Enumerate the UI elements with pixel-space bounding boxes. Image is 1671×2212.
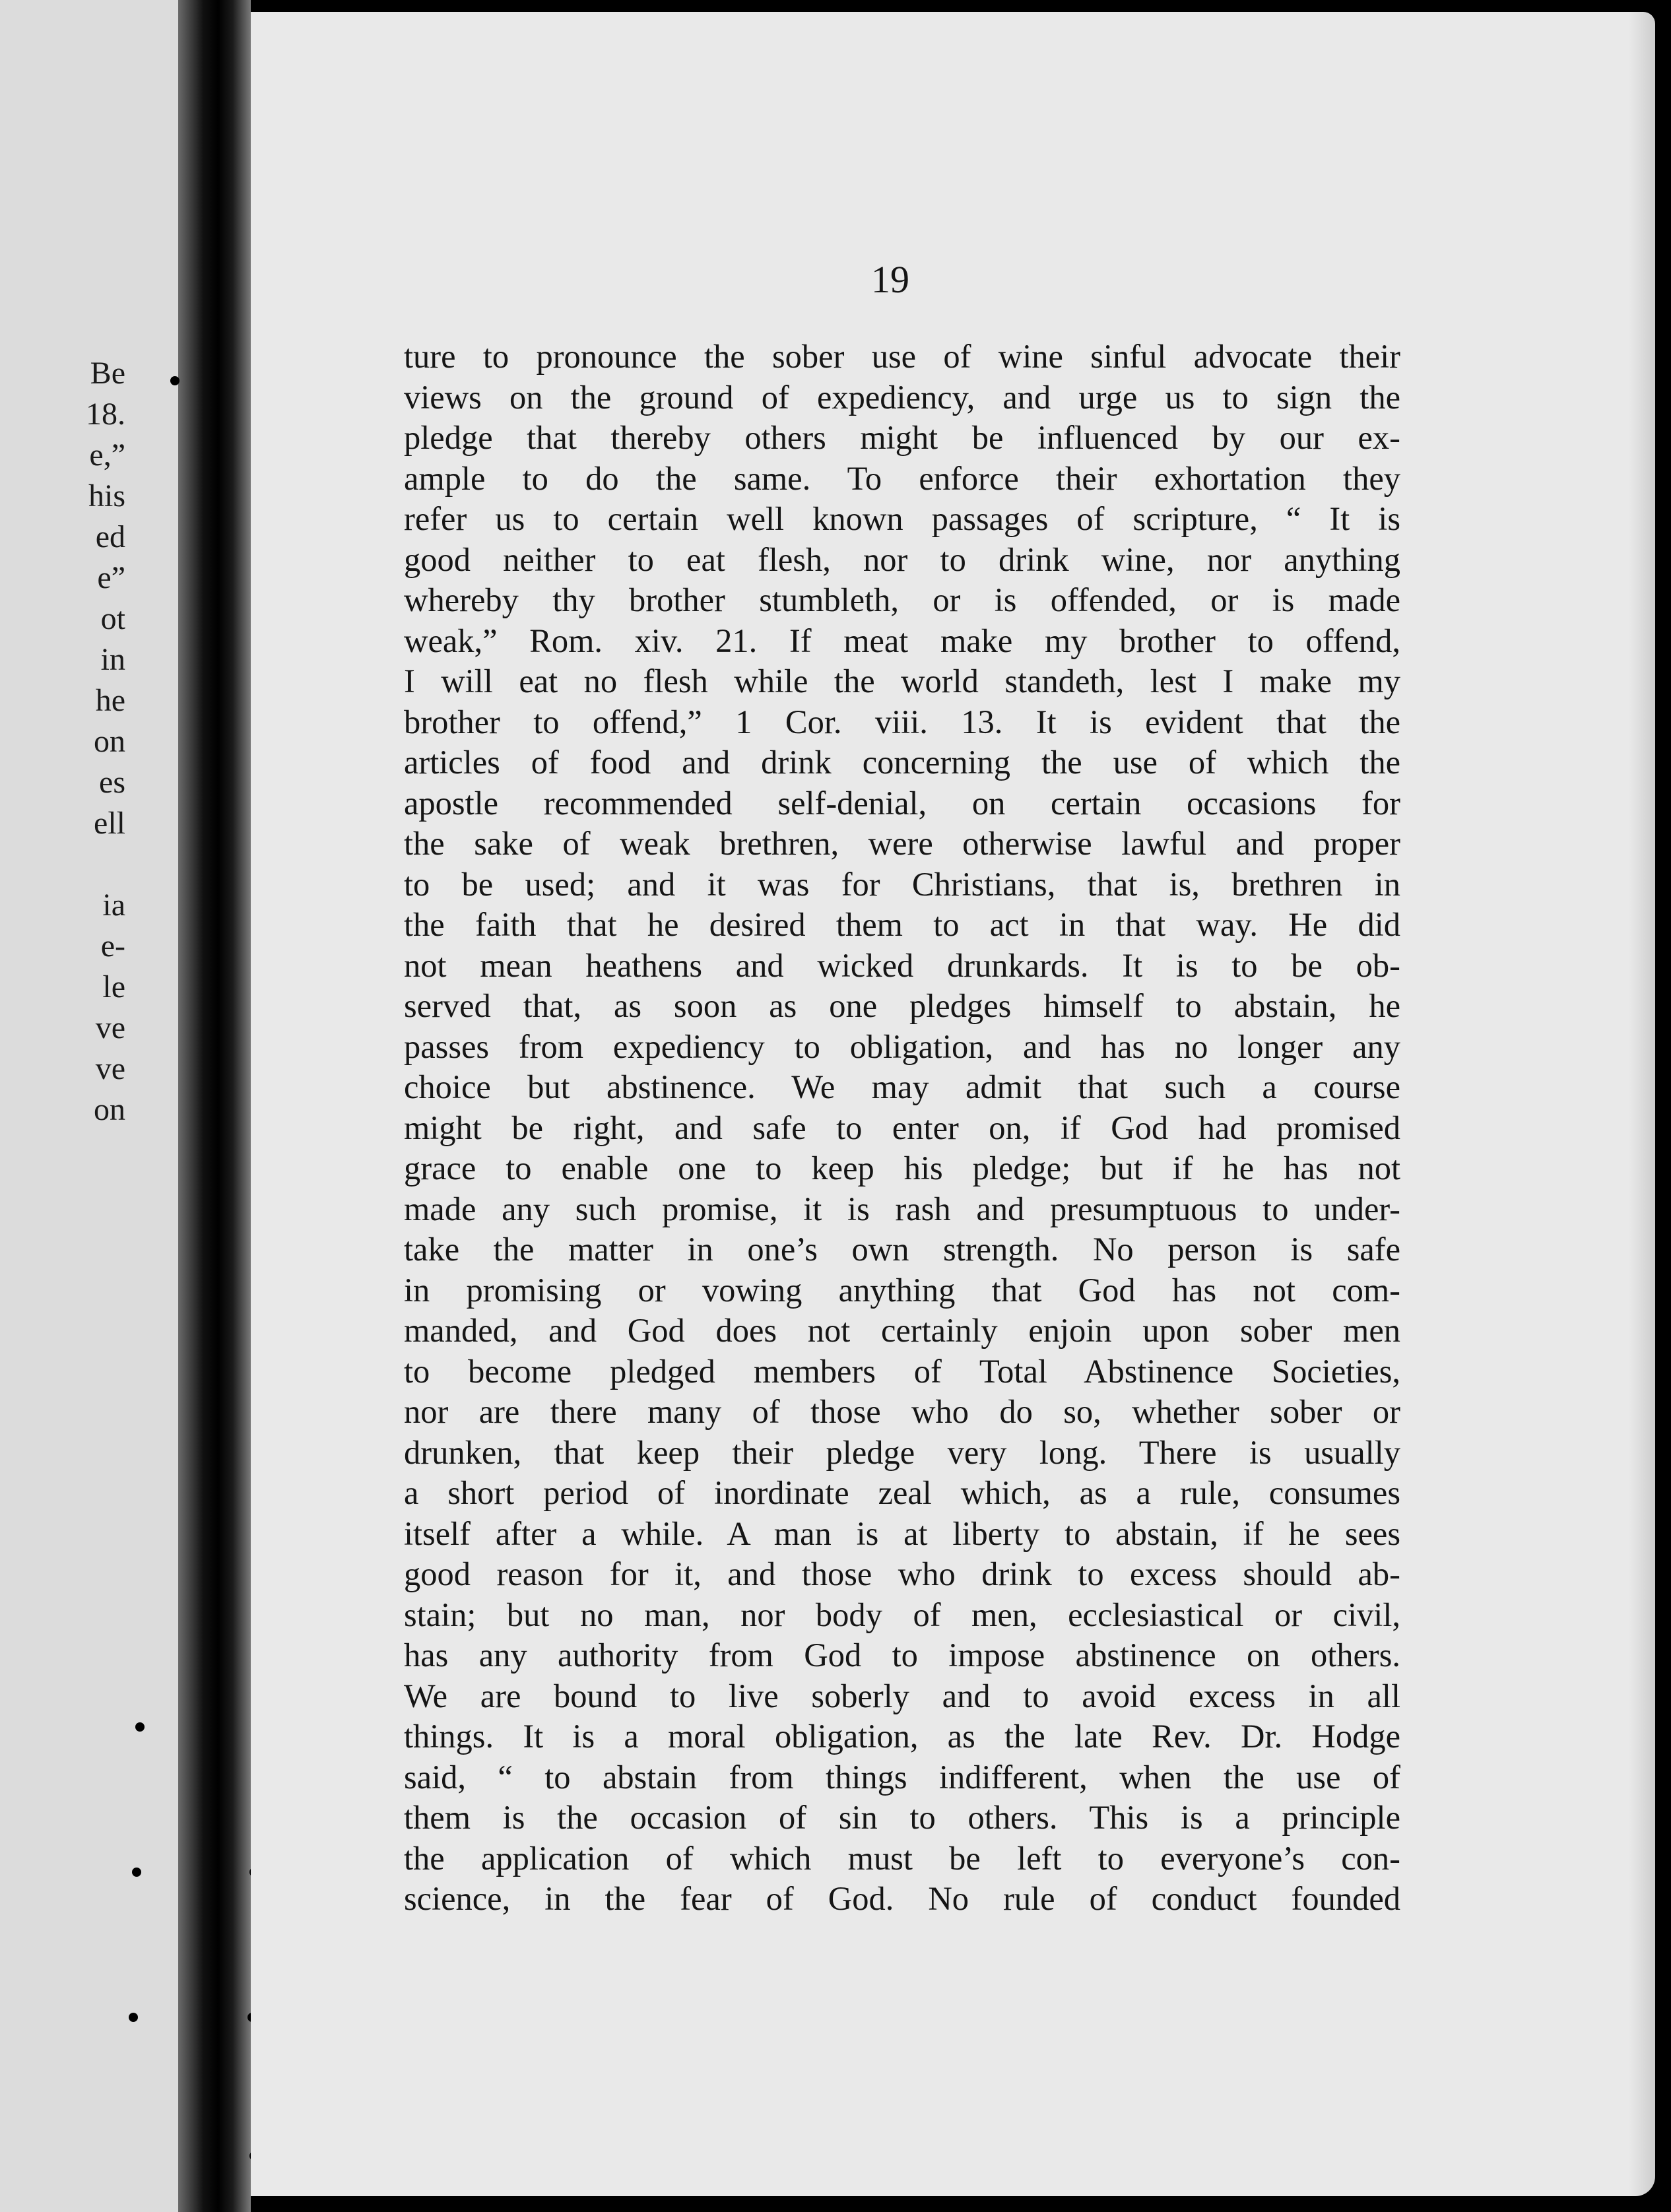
text-line: manded, and God does not certainly enjoin upon sober men [404,1312,1400,1349]
text-line: the faith that he desired them to act in that way. He did [404,906,1400,943]
text-line: take the matter in one’s own strength. No person is safe [404,1231,1400,1268]
facing-page-fragment: in [100,642,125,677]
text-line: itself after a while. A man is at liberty to abstain, if he sees [404,1514,1400,1552]
text-line: made any such promise, it is rash and presumptuous to under- [404,1190,1400,1227]
stitch-mark [170,376,180,385]
text-line: whereby thy brother stumbleth, or is offended, or is made [404,581,1400,618]
text-line: We are bound to live soberly and to avoid excess in all [404,1677,1400,1714]
text-line: a short period of inordinate zeal which, as a rule, consumes [404,1474,1400,1511]
text-line: the application of which must be left to everyone’s con- [404,1839,1400,1877]
text-line: I will eat no flesh while the world standeth, lest I make my [404,663,1400,699]
facing-page-fragment: 18. [86,397,125,432]
stitch-mark [129,2013,138,2022]
facing-page-fragment: ot [100,601,125,636]
facing-page-fragment: Be [90,356,125,391]
text-line: choice but abstinence. We may admit that such a course [404,1068,1400,1105]
text-line: articles of food and drink concerning the use of which the [404,744,1400,781]
facing-page-fragment: ell [94,806,125,841]
text-line: the sake of weak brethren, were otherwise lawful and proper [404,825,1400,862]
text-line: apostle recommended self-denial, on certain occasions for [404,784,1400,822]
facing-page-fragment: e- [100,928,125,963]
facing-page-fragment: es [99,765,125,800]
text-line: nor are there many of those who do so, whether sober or [404,1393,1400,1430]
text-line: passes from expediency to obligation, and has no longer any [404,1027,1400,1065]
facing-page-fragment: ed [95,519,125,554]
text-line: views on the ground of expediency, and urge us to sign the [404,378,1400,416]
text-line: in promising or vowing anything that God has not com- [404,1271,1400,1309]
facing-page-fragment: ia [102,888,125,923]
page-edge-shadow [1629,12,1655,2196]
facing-page-fragment: he [95,683,125,718]
text-line: good reason for it, and those who drink to excess should ab- [404,1555,1400,1592]
text-line: science, in the fear of God. No rule of conduct founded [404,1880,1400,1917]
facing-page-fragment: his [88,478,125,513]
text-line: ture to pronounce the sober use of wine sinful advocate their [404,338,1400,375]
facing-page-fragment: on [94,1092,125,1127]
text-line: drunken, that keep their pledge very long. There is usually [404,1433,1400,1471]
text-line: not mean heathens and wicked drunkards. It is to be ob- [404,946,1400,984]
text-line: stain; but no man, nor body of men, ecclesiastical or civil, [404,1596,1400,1633]
text-line: to be used; and it was for Christians, that is, brethren in [404,865,1400,903]
facing-page-edge [0,0,198,2212]
text-line: has any authority from God to impose abstinence on others. [404,1637,1400,1674]
text-line: ample to do the same. To enforce their exhortation they [404,459,1400,497]
facing-page-fragment: ve [95,1051,125,1086]
page-number: 19 [871,258,909,301]
text-line: pledge that thereby others might be influenced by our ex- [404,419,1400,456]
text-line: things. It is a moral obligation, as the late Rev. Dr. Hodge [404,1718,1400,1755]
facing-page-fragment: on [94,724,125,759]
text-line: might be right, and safe to enter on, if God had promised [404,1109,1400,1146]
stitch-mark [135,1722,145,1732]
facing-page-fragment: e” [97,560,125,595]
stitch-mark [132,1868,141,1877]
text-line: served that, as soon as one pledges himself to abstain, he [404,987,1400,1024]
text-line: grace to enable one to keep his pledge; but if he has not [404,1150,1400,1187]
text-line: said, “ to abstain from things indifferent, when the use of [404,1758,1400,1796]
facing-page-fragment: ve [95,1010,125,1045]
book-spine-gutter [178,0,251,2212]
body-text [404,337,1400,1920]
text-line: brother to offend,” 1 Cor. viii. 13. It is evident that the [404,703,1400,740]
text-line: them is the occasion of sin to others. This is a principle [404,1799,1400,1836]
text-line: refer us to certain well known passages of scripture, “ It is [404,500,1400,537]
facing-page-fragment: le [102,969,125,1004]
text-line: good neither to eat flesh, nor to drink wine, nor anything [404,540,1400,578]
text-line: weak,” Rom. xiv. 21. If meat make my brother to offend, [404,622,1400,659]
text-line: to become pledged members of Total Abstinence Societies, [404,1352,1400,1390]
facing-page-fragment: e,” [89,438,125,472]
